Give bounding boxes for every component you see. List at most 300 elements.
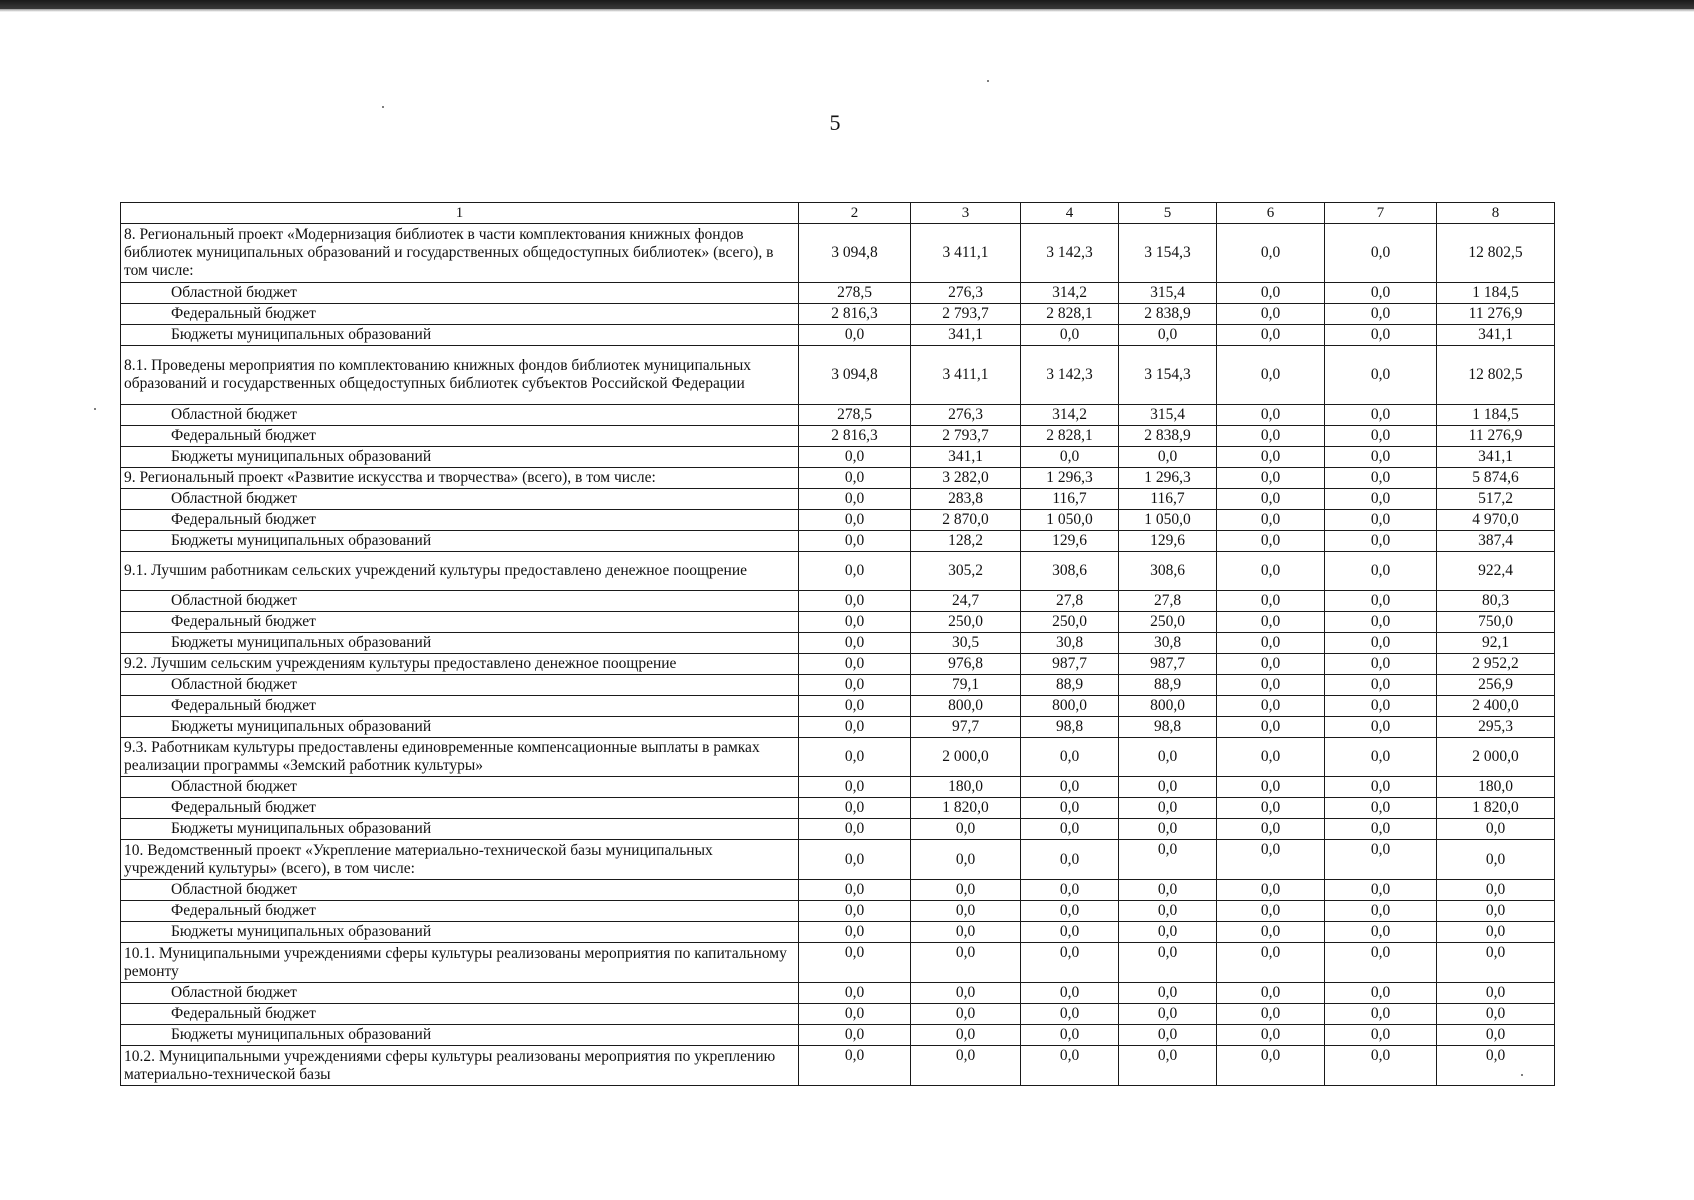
value-cell: 250,0: [911, 612, 1021, 633]
value-cell: 0,0: [799, 510, 911, 531]
value-cell: 0,0: [1217, 531, 1325, 552]
value-cell: 129,6: [1021, 531, 1119, 552]
value-cell: 750,0: [1437, 612, 1555, 633]
value-cell: 2 000,0: [911, 738, 1021, 777]
value-cell: 0,0: [911, 943, 1021, 983]
budget-source-label: Бюджеты муниципальных образований: [121, 447, 799, 468]
value-cell: 3 094,8: [799, 224, 911, 283]
value-cell: 0,0: [1437, 1025, 1555, 1046]
budget-source-label: Бюджеты муниципальных образований: [121, 325, 799, 346]
project-label: 9.1. Лучшим работникам сельских учреждений культуры предоставлено денежное поощрение: [121, 552, 799, 591]
budget-source-row: [121, 777, 1555, 798]
value-cell: 315,4: [1119, 283, 1217, 304]
column-header: 6: [1217, 203, 1325, 224]
column-header: 2: [799, 203, 911, 224]
value-cell: 0,0: [799, 983, 911, 1004]
value-cell: 0,0: [911, 1025, 1021, 1046]
value-cell: 180,0: [911, 777, 1021, 798]
value-cell: 0,0: [1437, 1046, 1555, 1086]
budget-source-label: Областной бюджет: [121, 983, 799, 1004]
value-cell: 0,0: [1217, 738, 1325, 777]
value-cell: 0,0: [1021, 901, 1119, 922]
value-cell: 0,0: [1217, 983, 1325, 1004]
value-cell: 0,0: [1325, 696, 1437, 717]
value-cell: 0,0: [1217, 777, 1325, 798]
value-cell: 0,0: [1325, 325, 1437, 346]
value-cell: 0,0: [1021, 819, 1119, 840]
value-cell: 0,0: [1325, 304, 1437, 325]
budget-source-row: [121, 675, 1555, 696]
value-cell: 0,0: [1119, 798, 1217, 819]
project-row: [121, 738, 1555, 777]
value-cell: 0,0: [1217, 819, 1325, 840]
value-cell: 0,0: [799, 489, 911, 510]
budget-source-label: Областной бюджет: [121, 591, 799, 612]
value-cell: 0,0: [1325, 840, 1437, 880]
value-cell: 0,0: [1119, 819, 1217, 840]
value-cell: 116,7: [1119, 489, 1217, 510]
value-cell: 0,0: [1021, 1046, 1119, 1086]
value-cell: 0,0: [911, 901, 1021, 922]
value-cell: 295,3: [1437, 717, 1555, 738]
budget-source-row: [121, 531, 1555, 552]
value-cell: 2 838,9: [1119, 426, 1217, 447]
value-cell: 0,0: [799, 531, 911, 552]
value-cell: 1 296,3: [1119, 468, 1217, 489]
value-cell: 0,0: [1119, 1025, 1217, 1046]
value-cell: 0,0: [799, 468, 911, 489]
value-cell: 30,8: [1119, 633, 1217, 654]
value-cell: 12 802,5: [1437, 224, 1555, 283]
value-cell: 98,8: [1021, 717, 1119, 738]
value-cell: 2 828,1: [1021, 304, 1119, 325]
value-cell: 0,0: [1217, 489, 1325, 510]
value-cell: 0,0: [799, 633, 911, 654]
value-cell: 0,0: [1325, 552, 1437, 591]
value-cell: 0,0: [1119, 840, 1217, 880]
value-cell: 0,0: [1021, 922, 1119, 943]
value-cell: 1 820,0: [1437, 798, 1555, 819]
value-cell: 0,0: [1021, 738, 1119, 777]
value-cell: 987,7: [1119, 654, 1217, 675]
value-cell: 0,0: [1119, 983, 1217, 1004]
value-cell: 0,0: [1325, 591, 1437, 612]
value-cell: 0,0: [1217, 426, 1325, 447]
value-cell: 11 276,9: [1437, 426, 1555, 447]
value-cell: 0,0: [799, 325, 911, 346]
budget-source-row: [121, 405, 1555, 426]
scan-speck: [382, 106, 384, 108]
value-cell: 0,0: [1325, 798, 1437, 819]
value-cell: 0,0: [1021, 1025, 1119, 1046]
project-row: [121, 840, 1555, 880]
value-cell: 0,0: [1119, 922, 1217, 943]
value-cell: 0,0: [1119, 738, 1217, 777]
value-cell: 0,0: [1217, 901, 1325, 922]
value-cell: 3 094,8: [799, 346, 911, 405]
value-cell: 0,0: [799, 777, 911, 798]
value-cell: 283,8: [911, 489, 1021, 510]
column-header: 7: [1325, 203, 1437, 224]
value-cell: 0,0: [1217, 552, 1325, 591]
value-cell: 0,0: [1325, 489, 1437, 510]
project-label: 10. Ведомственный проект «Укрепление материально-технической базы муниципальных учреждений культуры» (всего), в том числе:: [121, 840, 799, 880]
value-cell: 256,9: [1437, 675, 1555, 696]
value-cell: 0,0: [1437, 901, 1555, 922]
value-cell: 0,0: [1021, 983, 1119, 1004]
value-cell: 0,0: [1325, 654, 1437, 675]
value-cell: 0,0: [1217, 346, 1325, 405]
value-cell: 0,0: [1217, 943, 1325, 983]
budget-source-row: [121, 880, 1555, 901]
budget-source-label: Федеральный бюджет: [121, 304, 799, 325]
value-cell: 3 411,1: [911, 346, 1021, 405]
value-cell: 0,0: [799, 819, 911, 840]
value-cell: 0,0: [1217, 468, 1325, 489]
project-label: 10.2. Муниципальными учреждениями сферы культуры реализованы мероприятия по укреплению материально-технической базы: [121, 1046, 799, 1086]
value-cell: 0,0: [911, 983, 1021, 1004]
value-cell: 0,0: [1325, 819, 1437, 840]
value-cell: 0,0: [1021, 880, 1119, 901]
budget-source-label: Областной бюджет: [121, 777, 799, 798]
value-cell: 3 154,3: [1119, 346, 1217, 405]
scan-speck: [987, 80, 989, 82]
value-cell: 0,0: [1437, 880, 1555, 901]
value-cell: 0,0: [1217, 591, 1325, 612]
project-label: 10.1. Муниципальными учреждениями сферы культуры реализованы мероприятия по капитальному ремонту: [121, 943, 799, 983]
value-cell: 2 400,0: [1437, 696, 1555, 717]
budget-source-label: Областной бюджет: [121, 283, 799, 304]
value-cell: 341,1: [911, 447, 1021, 468]
value-cell: 92,1: [1437, 633, 1555, 654]
value-cell: 0,0: [799, 901, 911, 922]
budget-source-row: [121, 612, 1555, 633]
budget-source-label: Бюджеты муниципальных образований: [121, 1025, 799, 1046]
budget-source-label: Бюджеты муниципальных образований: [121, 531, 799, 552]
value-cell: 2 838,9: [1119, 304, 1217, 325]
value-cell: 2 828,1: [1021, 426, 1119, 447]
value-cell: 0,0: [1325, 224, 1437, 283]
value-cell: 0,0: [799, 922, 911, 943]
value-cell: 0,0: [799, 552, 911, 591]
value-cell: 2 952,2: [1437, 654, 1555, 675]
value-cell: 0,0: [799, 1004, 911, 1025]
value-cell: 4 970,0: [1437, 510, 1555, 531]
value-cell: 11 276,9: [1437, 304, 1555, 325]
value-cell: 2 870,0: [911, 510, 1021, 531]
budget-source-row: [121, 283, 1555, 304]
budget-source-row: [121, 1025, 1555, 1046]
project-row: [121, 943, 1555, 983]
value-cell: 97,7: [911, 717, 1021, 738]
budget-source-label: Областной бюджет: [121, 489, 799, 510]
budget-source-label: Бюджеты муниципальных образований: [121, 922, 799, 943]
value-cell: 0,0: [911, 1004, 1021, 1025]
value-cell: 0,0: [799, 880, 911, 901]
value-cell: 0,0: [1021, 777, 1119, 798]
budget-source-label: Бюджеты муниципальных образований: [121, 819, 799, 840]
value-cell: 0,0: [1217, 304, 1325, 325]
value-cell: 88,9: [1021, 675, 1119, 696]
value-cell: 12 802,5: [1437, 346, 1555, 405]
value-cell: 0,0: [911, 1046, 1021, 1086]
value-cell: 79,1: [911, 675, 1021, 696]
budget-source-row: [121, 510, 1555, 531]
value-cell: 0,0: [1325, 675, 1437, 696]
value-cell: 1 296,3: [1021, 468, 1119, 489]
budget-source-label: Областной бюджет: [121, 675, 799, 696]
value-cell: 2 816,3: [799, 304, 911, 325]
budget-source-row: [121, 922, 1555, 943]
project-label: 9.3. Работникам культуры предоставлены единовременные компенсационные выплаты в рамках реализации программы «Земский работник культуры»: [121, 738, 799, 777]
value-cell: 0,0: [1325, 612, 1437, 633]
value-cell: 0,0: [1437, 922, 1555, 943]
value-cell: 0,0: [911, 880, 1021, 901]
value-cell: 800,0: [911, 696, 1021, 717]
value-cell: 0,0: [1119, 447, 1217, 468]
budget-source-row: [121, 325, 1555, 346]
value-cell: 0,0: [1119, 1004, 1217, 1025]
column-header: 4: [1021, 203, 1119, 224]
budget-source-row: [121, 798, 1555, 819]
project-label: 8. Региональный проект «Модернизация библиотек в части комплектования книжных фондов библиотек муниципальных образований и государственных общедоступных библиотек» (всего), в том числе:: [121, 224, 799, 283]
value-cell: 0,0: [1217, 405, 1325, 426]
value-cell: 0,0: [1217, 1046, 1325, 1086]
value-cell: 0,0: [1021, 840, 1119, 880]
value-cell: 5 874,6: [1437, 468, 1555, 489]
budget-source-label: Федеральный бюджет: [121, 1004, 799, 1025]
budget-source-row: [121, 489, 1555, 510]
budget-source-row: [121, 591, 1555, 612]
value-cell: 0,0: [1325, 717, 1437, 738]
value-cell: 276,3: [911, 283, 1021, 304]
value-cell: 0,0: [799, 798, 911, 819]
value-cell: 0,0: [1021, 1004, 1119, 1025]
value-cell: 3 154,3: [1119, 224, 1217, 283]
budget-source-row: [121, 819, 1555, 840]
value-cell: 0,0: [1325, 777, 1437, 798]
value-cell: 250,0: [1119, 612, 1217, 633]
value-cell: 0,0: [799, 717, 911, 738]
value-cell: 80,3: [1437, 591, 1555, 612]
value-cell: 0,0: [1325, 943, 1437, 983]
budget-source-label: Федеральный бюджет: [121, 510, 799, 531]
budget-source-row: [121, 447, 1555, 468]
value-cell: 2 793,7: [911, 304, 1021, 325]
column-header: 8: [1437, 203, 1555, 224]
value-cell: 517,2: [1437, 489, 1555, 510]
scan-border-shadow: [0, 9, 1694, 12]
value-cell: 0,0: [1119, 777, 1217, 798]
value-cell: 0,0: [1217, 922, 1325, 943]
value-cell: 387,4: [1437, 531, 1555, 552]
budget-table: [120, 202, 1555, 1086]
value-cell: 2 000,0: [1437, 738, 1555, 777]
value-cell: 3 142,3: [1021, 224, 1119, 283]
value-cell: 0,0: [1119, 325, 1217, 346]
value-cell: 0,0: [799, 1046, 911, 1086]
value-cell: 0,0: [1021, 325, 1119, 346]
value-cell: 1 184,5: [1437, 405, 1555, 426]
value-cell: 0,0: [1217, 447, 1325, 468]
column-header: 1: [121, 203, 799, 224]
value-cell: 0,0: [1021, 798, 1119, 819]
value-cell: 0,0: [1217, 283, 1325, 304]
value-cell: 2 816,3: [799, 426, 911, 447]
value-cell: 0,0: [1217, 717, 1325, 738]
value-cell: 0,0: [1325, 426, 1437, 447]
budget-source-row: [121, 983, 1555, 1004]
value-cell: 278,5: [799, 405, 911, 426]
value-cell: 0,0: [911, 922, 1021, 943]
value-cell: 314,2: [1021, 283, 1119, 304]
value-cell: 315,4: [1119, 405, 1217, 426]
budget-source-row: [121, 304, 1555, 325]
value-cell: 308,6: [1119, 552, 1217, 591]
value-cell: 27,8: [1021, 591, 1119, 612]
value-cell: 0,0: [1325, 983, 1437, 1004]
column-header: 5: [1119, 203, 1217, 224]
project-row: [121, 1046, 1555, 1086]
budget-source-label: Федеральный бюджет: [121, 426, 799, 447]
value-cell: 0,0: [1217, 798, 1325, 819]
value-cell: 0,0: [799, 447, 911, 468]
budget-source-label: Областной бюджет: [121, 880, 799, 901]
project-row: [121, 552, 1555, 591]
value-cell: 0,0: [799, 943, 911, 983]
value-cell: 30,5: [911, 633, 1021, 654]
value-cell: 128,2: [911, 531, 1021, 552]
value-cell: 0,0: [1217, 325, 1325, 346]
value-cell: 0,0: [1325, 405, 1437, 426]
value-cell: 800,0: [1119, 696, 1217, 717]
value-cell: 0,0: [1325, 1046, 1437, 1086]
project-label: 9.2. Лучшим сельским учреждениям культуры предоставлено денежное поощрение: [121, 654, 799, 675]
value-cell: 116,7: [1021, 489, 1119, 510]
value-cell: 0,0: [1119, 880, 1217, 901]
value-cell: 0,0: [1437, 943, 1555, 983]
budget-source-label: Федеральный бюджет: [121, 901, 799, 922]
value-cell: 0,0: [799, 738, 911, 777]
value-cell: 0,0: [1217, 880, 1325, 901]
value-cell: 0,0: [799, 1025, 911, 1046]
value-cell: 0,0: [1325, 1025, 1437, 1046]
column-header: 3: [911, 203, 1021, 224]
value-cell: 0,0: [1325, 880, 1437, 901]
value-cell: 0,0: [1325, 1004, 1437, 1025]
value-cell: 0,0: [1021, 447, 1119, 468]
value-cell: 0,0: [1325, 922, 1437, 943]
budget-source-label: Федеральный бюджет: [121, 696, 799, 717]
value-cell: 987,7: [1021, 654, 1119, 675]
budget-source-label: Федеральный бюджет: [121, 612, 799, 633]
value-cell: 0,0: [799, 612, 911, 633]
value-cell: 0,0: [1217, 675, 1325, 696]
project-row: [121, 346, 1555, 405]
value-cell: 0,0: [1325, 283, 1437, 304]
value-cell: 341,1: [911, 325, 1021, 346]
value-cell: 0,0: [1217, 1025, 1325, 1046]
table-body: [121, 224, 1555, 1086]
value-cell: 0,0: [799, 840, 911, 880]
value-cell: 1 820,0: [911, 798, 1021, 819]
value-cell: 341,1: [1437, 447, 1555, 468]
value-cell: 3 411,1: [911, 224, 1021, 283]
value-cell: 922,4: [1437, 552, 1555, 591]
value-cell: 0,0: [1325, 531, 1437, 552]
value-cell: 341,1: [1437, 325, 1555, 346]
budget-source-label: Федеральный бюджет: [121, 798, 799, 819]
value-cell: 98,8: [1119, 717, 1217, 738]
value-cell: 1 050,0: [1021, 510, 1119, 531]
value-cell: 0,0: [1325, 901, 1437, 922]
budget-source-row: [121, 426, 1555, 447]
value-cell: 278,5: [799, 283, 911, 304]
project-row: [121, 654, 1555, 675]
value-cell: 0,0: [1119, 1046, 1217, 1086]
value-cell: 0,0: [1325, 510, 1437, 531]
value-cell: 0,0: [1217, 633, 1325, 654]
budget-source-row: [121, 901, 1555, 922]
value-cell: 27,8: [1119, 591, 1217, 612]
scan-border-top: [0, 0, 1694, 9]
value-cell: 0,0: [1217, 696, 1325, 717]
value-cell: 308,6: [1021, 552, 1119, 591]
budget-source-label: Бюджеты муниципальных образований: [121, 633, 799, 654]
scan-speck: [94, 408, 96, 410]
value-cell: 0,0: [1119, 943, 1217, 983]
value-cell: 0,0: [1325, 447, 1437, 468]
value-cell: 0,0: [1437, 819, 1555, 840]
value-cell: 0,0: [1437, 840, 1555, 880]
value-cell: 0,0: [1437, 983, 1555, 1004]
value-cell: 3 282,0: [911, 468, 1021, 489]
value-cell: 0,0: [1325, 738, 1437, 777]
value-cell: 800,0: [1021, 696, 1119, 717]
value-cell: 0,0: [1021, 943, 1119, 983]
value-cell: 0,0: [1217, 840, 1325, 880]
value-cell: 0,0: [799, 675, 911, 696]
value-cell: 1 050,0: [1119, 510, 1217, 531]
budget-source-row: [121, 696, 1555, 717]
budget-source-row: [121, 633, 1555, 654]
value-cell: 0,0: [1437, 1004, 1555, 1025]
value-cell: 0,0: [799, 654, 911, 675]
value-cell: 0,0: [911, 840, 1021, 880]
value-cell: 180,0: [1437, 777, 1555, 798]
project-label: 9. Региональный проект «Развитие искусства и творчества» (всего), в том числе:: [121, 468, 799, 489]
value-cell: 250,0: [1021, 612, 1119, 633]
value-cell: 30,8: [1021, 633, 1119, 654]
project-label: 8.1. Проведены мероприятия по комплектованию книжных фондов библиотек муниципальных образований и государственных общедоступных библиотек субъектов Российской Федерации: [121, 346, 799, 405]
value-cell: 0,0: [1325, 468, 1437, 489]
value-cell: 0,0: [799, 591, 911, 612]
value-cell: 0,0: [1217, 510, 1325, 531]
value-cell: 0,0: [1217, 654, 1325, 675]
value-cell: 129,6: [1119, 531, 1217, 552]
project-row: [121, 224, 1555, 283]
value-cell: 2 793,7: [911, 426, 1021, 447]
project-row: [121, 468, 1555, 489]
value-cell: 0,0: [1119, 901, 1217, 922]
value-cell: 0,0: [1325, 633, 1437, 654]
header-row: [121, 203, 1555, 224]
value-cell: 88,9: [1119, 675, 1217, 696]
budget-source-label: Областной бюджет: [121, 405, 799, 426]
value-cell: 0,0: [1217, 224, 1325, 283]
value-cell: 1 184,5: [1437, 283, 1555, 304]
value-cell: 0,0: [799, 696, 911, 717]
